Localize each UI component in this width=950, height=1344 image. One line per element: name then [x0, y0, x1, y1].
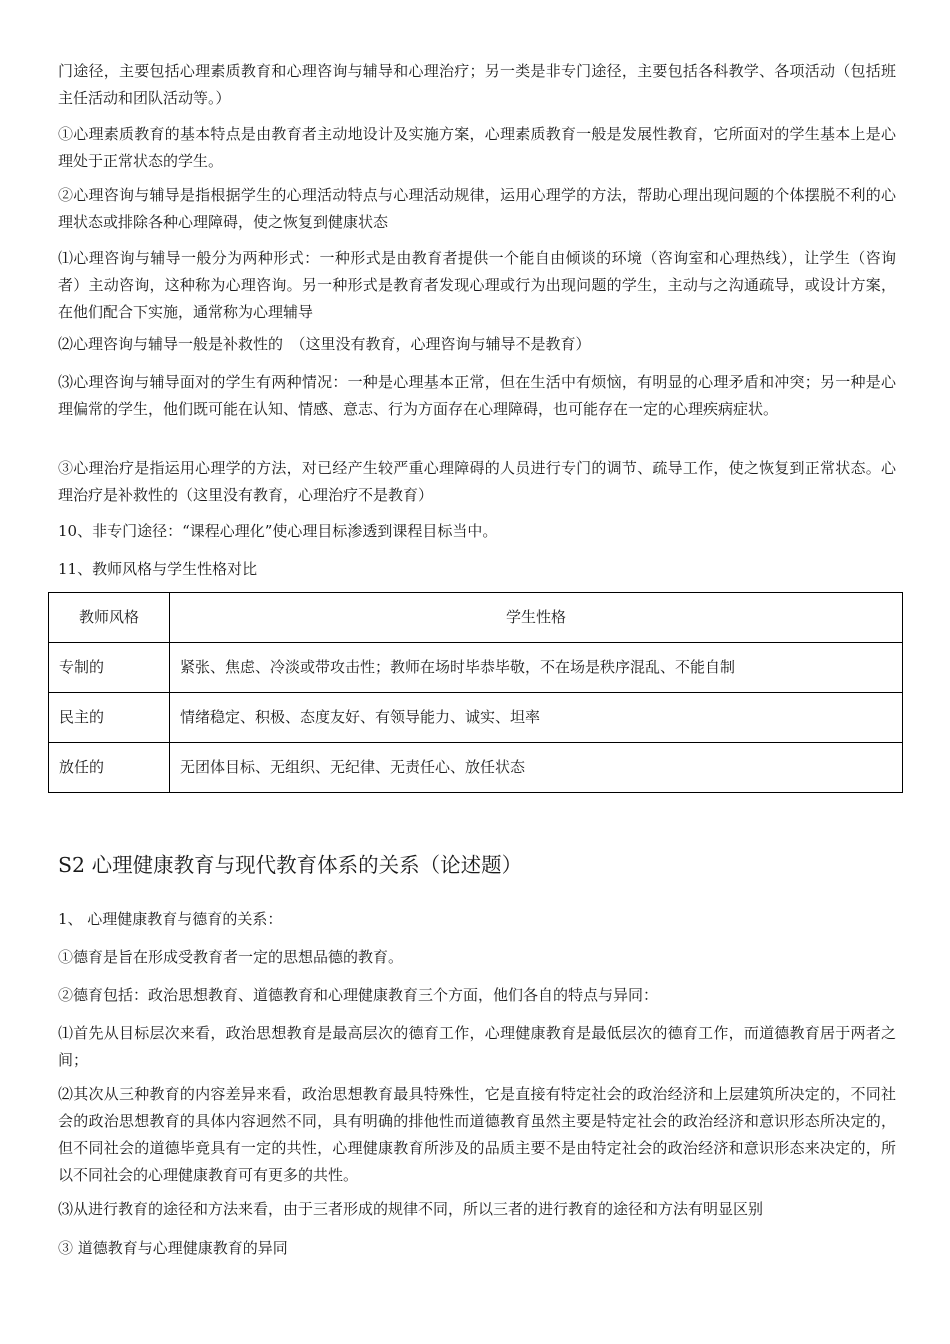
paragraph: ⑵心理咨询与辅导一般是补救性的 （这里没有教育，心理咨询与辅导不是教育） — [58, 335, 591, 353]
paragraph: ③心理治疗是指运用心理学的方法，对已经产生较严重心理障碍的人员进行专门的调节、疏导工作，使之恢复到正常状态。心理治疗是补救性的（这里没有教育，心理治疗不是教育） — [58, 459, 896, 504]
table-cell: 紧张、焦虑、冷淡或带攻击性；教师在场时毕恭毕敬，不在场是秩序混乱、不能自制 — [170, 643, 903, 693]
table-row — [49, 643, 903, 693]
paragraph: ⑶心理咨询与辅导面对的学生有两种情况：一种是心理基本正常，但在生活中有烦恼，有明显的心理矛盾和冲突；另一种是心理偏常的学生，他们既可能在认知、情感、意志、行为方面存在心理障碍，也可能存在一定的心理疾病症状。 — [58, 373, 896, 418]
paragraph: ①德育是旨在形成受教育者一定的思想品德的教育。 — [58, 948, 404, 966]
paragraph: ③ 道德教育与心理健康教育的异同 — [58, 1239, 288, 1257]
paragraph: ⑴心理咨询与辅导一般分为两种形式：一种形式是由教育者提供一个能自由倾谈的环境（咨询室和心理热线），让学生（咨询者）主动咨询，这种称为心理咨询。另一种形式是教育者发现心理或行为出现问题的学生，主动与之沟通疏导，或设计方案，在他们配合下实施，通常称为心理辅导 — [58, 249, 896, 321]
paragraph: 1、 心理健康教育与德育的关系： — [58, 910, 283, 928]
table-cell: 专制的 — [49, 643, 170, 693]
paragraph: ⑵其次从三种教育的内容差异来看，政治思想教育最具特殊性，它是直接有特定社会的政治经济和上层建筑所决定的，不同社会的政治思想教育的具体内容迥然不同，具有明确的排他性而道德教育虽然主要是特定社会的政治经济和意识形态所决定的，但不同社会的道德毕竟具有一定的共性，心理健康教育所涉及的品质主要不是由特定社会的政治经济和意识形态来决定的，所以不同社会的心理健康教育可有更多的共性。 — [58, 1085, 896, 1184]
table-row — [49, 743, 903, 793]
paragraph: ②德育包括：政治思想教育、道德教育和心理健康教育三个方面，他们各自的特点与异同： — [58, 986, 659, 1004]
table-header-cell: 教师风格 — [49, 593, 170, 643]
paragraph: ②心理咨询与辅导是指根据学生的心理活动特点与心理活动规律，运用心理学的方法，帮助心理出现问题的个体摆脱不利的心理状态或排除各种心理障碍，使之恢复到健康状态 — [58, 186, 896, 231]
table-cell: 无团体目标、无组织、无纪律、无责任心、放任状态 — [170, 743, 903, 793]
table-cell: 民主的 — [49, 693, 170, 743]
table-cell: 放任的 — [49, 743, 170, 793]
paragraph: ⑴首先从目标层次来看，政治思想教育是最高层次的德育工作，心理健康教育是最低层次的德育工作，而道德教育居于两者之间； — [58, 1024, 896, 1069]
teacher-style-table — [48, 592, 903, 793]
table-row — [49, 693, 903, 743]
table-header-cell: 学生性格 — [170, 593, 903, 643]
table-cell: 情绪稳定、积极、态度友好、有领导能力、诚实、坦率 — [170, 693, 903, 743]
paragraph: ⑶从进行教育的途径和方法来看，由于三者形成的规律不同，所以三者的进行教育的途径和方法有明显区别 — [58, 1200, 764, 1218]
section-heading: S2 心理健康教育与现代教育体系的关系（论述题） — [58, 853, 523, 877]
table-header-row — [49, 593, 903, 643]
paragraph: ①心理素质教育的基本特点是由教育者主动地设计及实施方案，心理素质教育一般是发展性教育，它所面对的学生基本上是心理处于正常状态的学生。 — [58, 125, 896, 170]
paragraph: 10、非专门途径：“课程心理化”使心理目标渗透到课程目标当中。 — [58, 522, 498, 540]
paragraph: 门途径，主要包括心理素质教育和心理咨询与辅导和心理治疗；另一类是非专门途径，主要包括各科教学、各项活动（包括班主任活动和团队活动等。） — [58, 62, 896, 107]
table-caption: 11、教师风格与学生性格对比 — [58, 560, 258, 578]
